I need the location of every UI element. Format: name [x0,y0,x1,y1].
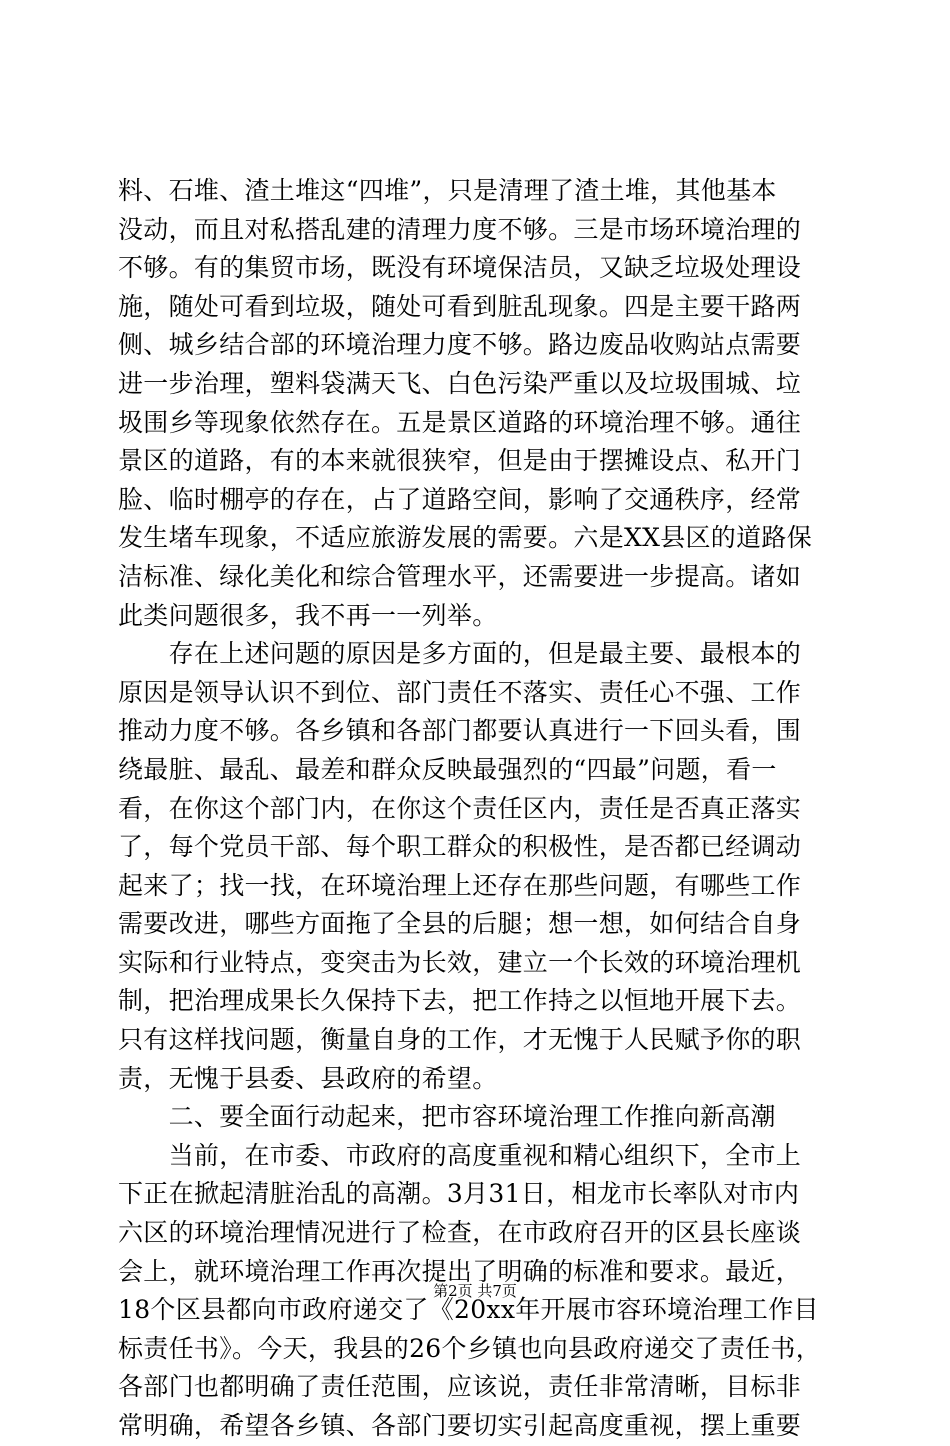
text-line: 洁标准、绿化美化和综合管理水平，还需要进一步提高。诸如 [118,561,802,591]
text-line: 侧、城乡结合部的环境治理力度不够。路边废品收购站点需要 [118,330,802,360]
text-line: 推动力度不够。各乡镇和各部门都要认真进行一下回头看，围 [118,716,802,746]
text-line: 会上，就环境治理工作再次提出了明确的标准和要求。最近， [118,1256,802,1286]
text-line: 实际和行业特点，变突击为长效，建立一个长效的环境治理机 [118,947,802,977]
text-line: 发生堵车现象，不适应旅游发展的需要。六是XX县区的道路保 [118,523,812,553]
document-body [118,172,830,1446]
text-line: 看，在你这个部门内，在你这个责任区内，责任是否真正落实 [118,793,802,823]
text-line: 脸、临时棚亭的存在，占了道路空间，影响了交通秩序，经常 [118,484,802,514]
text-line: 了，每个党员干部、每个职工群众的积极性，是否都已经调动 [118,832,802,862]
text-line: 常明确，希望各乡镇、各部门要切实引起高度重视，摆上重要 [118,1411,802,1440]
text-line: 下正在掀起清脏治乱的高潮。3月31日，相龙市长率队对市内 [118,1179,800,1209]
text-line: 绕最脏、最乱、最差和群众反映最强烈的“四最”问题，看一 [118,754,777,784]
text-line: 不够。有的集贸市场，既没有环境保洁员，又缺乏垃圾处理设 [118,253,802,283]
text-line: 存在上述问题的原因是多方面的，但是最主要、最根本的 [118,639,802,669]
text-line: 只有这样找问题，衡量自身的工作，才无愧于人民赋予你的职 [118,1025,802,1055]
text-line: 起来了；找一找，在环境治理上还存在那些问题，有哪些工作 [118,870,802,900]
text-line: 当前，在市委、市政府的高度重视和精心组织下，全市上 [118,1140,802,1170]
text-line: 料、石堆、渣土堆这“四堆”，只是清理了渣土堆，其他基本 [118,176,777,205]
text-line: 六区的环境治理情况进行了检查，在市政府召开的区县长座谈 [118,1218,802,1248]
text-line: 没动，而且对私搭乱建的清理力度不够。三是市场环境治理的 [118,214,802,244]
text-line: 各部门也都明确了责任范围，应该说，责任非常清晰，目标非 [118,1372,802,1402]
page-number-footer: 第2页 共7页 [433,1282,517,1300]
text-line: 18个区县都向市政府递交了《20xx年开展市容环境治理工作目 [118,1295,819,1325]
text-line: 需要改进，哪些方面拖了全县的后腿；想一想，如何结合自身 [118,909,802,939]
text-line: 制，把治理成果长久保持下去，把工作持之以恒地开展下去。 [118,986,802,1016]
section-heading: 二、要全面行动起来，把市容环境治理工作推向新高潮 [118,1102,776,1132]
text-line: 此类问题很多，我不再一一列举。 [118,600,498,630]
text-line: 标责任书》。今天，我县的26个乡镇也向县政府递交了责任书， [118,1333,822,1363]
text-line: 原因是领导认识不到位、部门责任不落实、责任心不强、工作 [118,677,802,707]
text-line: 圾围乡等现象依然存在。五是景区道路的环境治理不够。通往 [118,407,802,437]
text-line: 进一步治理，塑料袋满天飞、白色污染严重以及垃圾围城、垃 [118,368,802,398]
text-line: 责，无愧于县委、县政府的希望。 [118,1063,498,1093]
text-line: 施，随处可看到垃圾，随处可看到脏乱现象。四是主要干路两 [118,291,802,321]
text-line: 景区的道路，有的本来就很狭窄，但是由于摆摊设点、私开门 [118,446,802,476]
